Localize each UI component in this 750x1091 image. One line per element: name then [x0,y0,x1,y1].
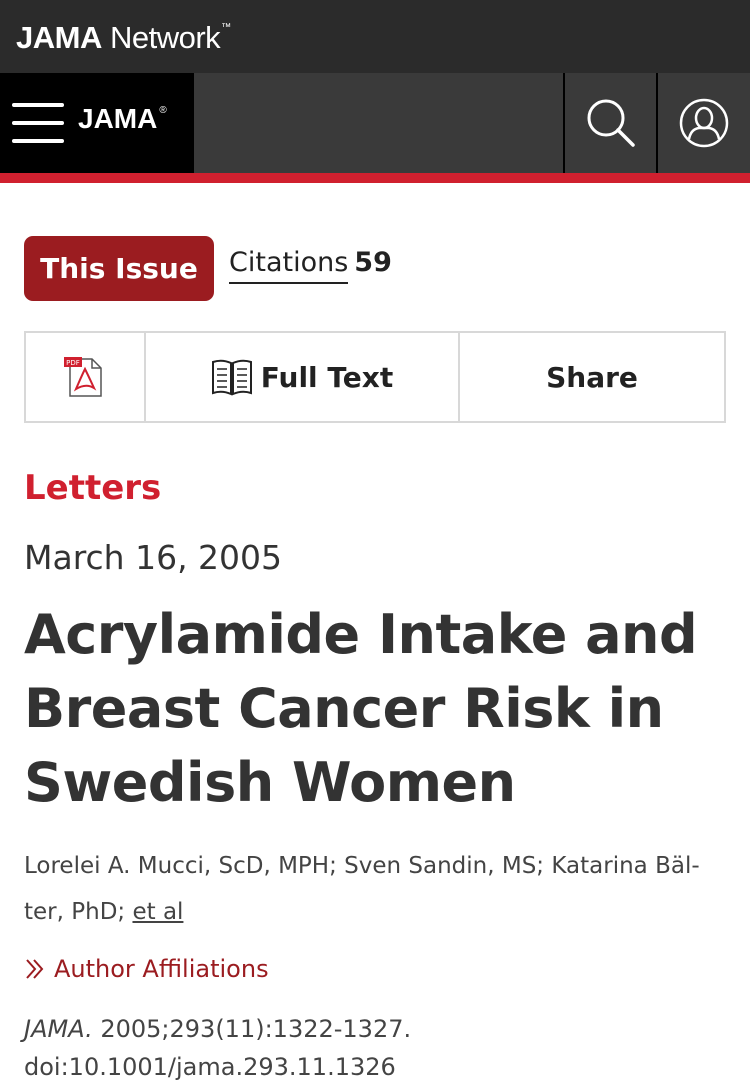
citations-count: 59 [354,247,392,278]
account-icon [679,98,729,148]
pdf-icon [64,355,106,399]
chevron-double-right-icon [24,958,46,980]
citation-journal: JAMA. [24,1015,93,1043]
header-accent-rule [0,173,750,183]
pdf-download-button[interactable] [26,333,146,421]
menu-button[interactable] [0,73,194,173]
journal-name: JAMA [78,103,158,134]
tab-this-issue[interactable]: This Issue [24,236,214,301]
article-citation [24,1010,724,1086]
full-text-button[interactable] [146,333,460,421]
full-text-label: Full Text [260,360,394,394]
account-button[interactable] [656,73,750,173]
network-bar [0,0,750,73]
journal-header [0,73,750,173]
search-icon [585,97,637,149]
citation-volume: 2005;293(11):1322-1327. [100,1015,412,1043]
article-toolbar [24,331,726,423]
publication-date: March 16, 2005 [24,538,283,577]
svg-text:PDF: PDF [66,359,80,367]
article-section-label[interactable]: Letters [24,468,162,508]
tab-citations[interactable] [229,247,392,289]
journal-registered-mark: ® [159,105,167,116]
citation-doi: doi:10.1001/jama.293.11.1326 [24,1053,396,1081]
citations-label: Citations [229,247,348,284]
book-icon [211,358,253,396]
author-list [24,843,724,935]
journal-logo[interactable] [78,103,167,135]
search-button[interactable] [563,73,656,173]
article-title: Acrylamide Intake and Breast Cancer Risk in Swedish Women [24,603,698,814]
author-names: Lorelei A. Mucci, ScD, MPH; Sven Sandin, MS; Katarina Bäl-ter, PhD; [24,853,700,925]
et-al-link[interactable]: et al [132,899,184,925]
author-affiliations-toggle[interactable] [24,955,269,983]
menu-icon [12,103,64,143]
jama-network-logo[interactable] [16,20,231,56]
network-brand: JAMA [16,20,102,55]
network-name: Network [101,20,221,55]
network-trademark: ™ [221,22,231,33]
share-button[interactable]: Share [546,360,638,394]
author-affiliations-label: Author Affiliations [54,955,269,983]
